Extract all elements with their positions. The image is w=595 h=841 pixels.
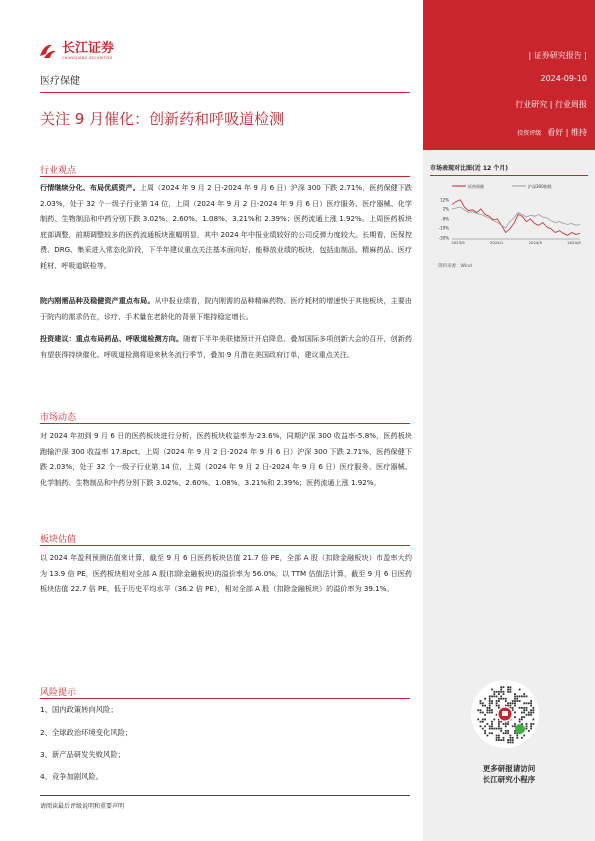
valuation-paragraph: 以 2024 年盈利预测估值来计算，截至 9 月 6 日医药板块估值 21.7 倍 PE，全部 A 股（扣除金融板块）市盈率大约为 13.9 倍 PE，医药板块相对全部 A 股(扣除金融板块)的溢价率为 56.0%。以 TTM 估值法计算，截至 9 月 6 日医药板块估值 22.7 倍 PE，低于历史平均水平（36.2 倍 PE），相对全部 A 股（扣除金融板块）的溢价率为 39.1%。 [40, 553, 412, 593]
risk-item: 2、全球政治环境变化风险； [40, 728, 133, 737]
qr-code-icon [471, 680, 539, 748]
y-tick-label: 12% [440, 197, 449, 203]
report-type: | 证券研究报告 | [528, 51, 587, 60]
chart-divider [430, 175, 588, 176]
view-p3-body: 随着下半年美联储预计开启降息、叠加国际多项创新大会的召开，创新药有望获得持续催化。呼吸道检测将迎来秋冬流行季节，叠加 9 月潜在美国政府订单，建议重点关注。 [40, 334, 413, 359]
legend-label: 沪深300指数 [528, 184, 552, 189]
header-divider [40, 92, 410, 93]
view-p2-lead: 院内刚需品种及稳健资产重点布局。 [40, 296, 155, 305]
section-divider [40, 176, 410, 177]
sector-label: 医疗保健 [40, 76, 80, 87]
section-title-valuation: 板块估值 [40, 535, 77, 545]
risk-item: 1、国内政策转向风险； [40, 705, 118, 714]
y-tick-label: -19% [438, 225, 449, 231]
series-line [452, 200, 580, 236]
report-category: 行业研究 | 行业周报 [515, 100, 587, 109]
section-divider [40, 698, 410, 699]
view-p2-body: 从中报业绩看，院内刚需的品种精麻药物、医疗耗材的增速快于其他板块，主要由于院内的需求仍在，诊疗、手术量在老龄化的背景下维持稳定增长。 [40, 296, 413, 321]
view-paragraph-1 [40, 180, 412, 273]
x-tick-label: 2023/9 [451, 240, 465, 245]
x-tick-label: 2024/5 [528, 240, 543, 245]
risk-item: 3、新产品研发失败风险； [40, 750, 125, 759]
company-logo [38, 42, 114, 60]
rating-value: 看好 | 维持 [547, 128, 587, 137]
report-date: 2024-09-10 [540, 74, 587, 83]
logo-english: CHANGJIANG SECURITIES [62, 56, 113, 60]
x-tick-label: 2024/9 [567, 240, 581, 245]
view-p1-lead: 行情继续分化、布局优质资产。 [40, 183, 140, 192]
y-tick-label: -9% [441, 216, 449, 222]
section-title-market: 市场动态 [40, 413, 77, 423]
y-tick-label: -30% [438, 235, 449, 241]
view-p3-lead: 投资建议：重点布局药品、呼吸道检测方向。 [40, 334, 184, 343]
risk-item: 4、竞争加剧风险。 [40, 772, 104, 781]
section-title-risk: 风险提示 [40, 688, 77, 698]
footer-disclaimer: 请阅读最后评级说明和重要声明 [40, 803, 125, 810]
section-divider [40, 545, 410, 546]
logo-chinese: 长江证券 [62, 41, 115, 56]
legend-label: 医药保健 [468, 184, 484, 189]
y-tick-label: 2% [442, 206, 449, 212]
qr-caption-1: 更多研报请访问 [482, 764, 536, 773]
view-paragraph-3 [40, 331, 412, 362]
report-info-block [423, 0, 595, 150]
view-paragraph-2 [40, 293, 412, 324]
section-title-view: 行业观点 [40, 166, 77, 176]
qr-caption-2: 长江研究小程序 [482, 775, 536, 784]
logo-mark-icon [38, 42, 58, 60]
market-paragraph: 对 2024 年初到 9 月 6 日的医药板块进行分析，医药板块收益率为-23.6%，同期沪深 300 收益率-5.8%，医药板块跑输沪深 300 收益率 17.8pct。上周（2024 年 9 月 2 日-2024 年 9 月 6 日）沪深 300 下跌 2.71%，医药保健下跌 2.03%，处于 32 个一级子行业第 14 位，上周（2024 年 9 月 2 日-2024 年 9 月 6 日）医疗服务、医疗器械、化学制药、生物制品和中药分别下跌 3.02%、2.60%、1.08%、3.21%和 2.39%；医药流通上涨 1.92%。 [40, 431, 412, 487]
chart-source: 资料来源：Wind [438, 264, 472, 269]
rating-label: 投资评级 [517, 130, 542, 137]
chart-title: 市场表现对比图(近 12 个月) [430, 165, 509, 172]
report-title: 关注 9 月催化：创新药和呼吸道检测 [40, 110, 285, 128]
footer-divider [40, 795, 410, 796]
qr-code[interactable] [471, 680, 539, 748]
rating-line [517, 127, 587, 138]
view-p1-body: 上周（2024 年 9 月 2 日-2024 年 9 月 6 日）沪深 300 下跌 2.71%，医药保健下跌 2.03%，处于 32 个一级子行业第 14 位，上周（2024 年 9 月 2 日-2024 年 9 月 6 日）医疗服务、医疗器械、化学制药、生物制品和中药分别下跌 3.02%、2.60%、1.08%、3.21%和 2.39%；医药流通上涨 1.92%。上周医药板块底部调整，前期调整较多的医药流通板块涨幅明显，其中 2024 年中报业绩较好的公司反弹力度较大。长期看，医保控费、DRG、集采进入常态化阶段，下半年建议重点关注基本面向好，能释放业绩的板块，包括血制品、精麻药品、医疗耗材、呼吸道联检等。 [40, 183, 412, 270]
performance-chart [430, 178, 588, 260]
section-divider [40, 423, 410, 424]
x-tick-label: 2024/1 [489, 240, 504, 245]
